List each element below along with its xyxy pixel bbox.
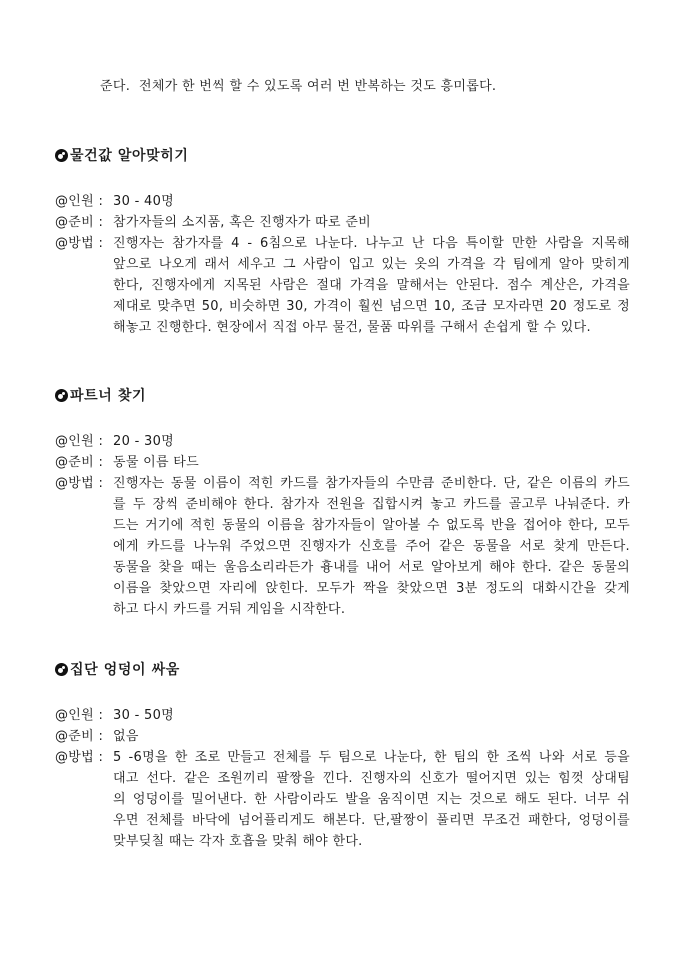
section-bullet-icon (55, 149, 68, 162)
method-line: 5 -6명을 한 조로 만들고 전체를 두 팀으로 나눈다, 한 팀의 한 조씩 나와 서로 등을 (113, 750, 630, 765)
method-text (113, 233, 630, 338)
section-price-guessing (55, 146, 630, 338)
section-title-text: 물건값 알아맞히기 (70, 148, 189, 164)
method-row (55, 747, 630, 852)
method-label: @방법 : (55, 476, 104, 491)
people-row (55, 431, 630, 452)
prep-value: 참가자들의 소지품, 혹은 진행자가 따로 준비 (113, 215, 372, 230)
prep-value: 동물 이름 타드 (113, 455, 200, 470)
people-value: 30 - 40명 (113, 194, 174, 209)
method-line: 진행자는 동물 이름이 적힌 카드를 참가자들의 수만큼 준비한다. 단, 같은 이름의 카드 (113, 476, 630, 491)
people-label: @인원 : (55, 434, 104, 449)
people-row (55, 191, 630, 212)
method-line: 드는 거기에 적힌 동물의 이름을 참가자들이 알아볼 수 없도록 반을 접어야 한다, 모두 (113, 518, 630, 533)
prep-label: @준비 : (55, 729, 104, 744)
section-title-text: 집단 엉덩이 싸움 (70, 662, 180, 678)
intro-paragraph-line: 준다. 전체가 한 번씩 할 수 있도록 여러 번 반복하는 것도 흥미롭다. (100, 79, 497, 94)
prep-row (55, 212, 630, 233)
people-label: @인원 : (55, 708, 104, 723)
section-title-text: 파트너 찾기 (70, 388, 147, 404)
method-line: 앞으로 나오게 래서 세우고 그 사람이 입고 있는 옷의 가격을 각 팀에게 알아 맞히게 (113, 257, 630, 272)
method-row (55, 473, 630, 620)
section-title (55, 660, 630, 678)
prep-row (55, 726, 630, 747)
method-line: 에게 카드를 나누워 주었으면 진행자가 신호를 주어 같은 동물을 서로 찾게 만든다. (113, 539, 630, 554)
method-label: @방법 : (55, 750, 104, 765)
prep-row (55, 452, 630, 473)
method-line: 맞부딪칠 때는 각자 호흡을 맞춰 해야 한다. (113, 834, 363, 849)
method-line: 이름을 찾았으면 자리에 앉힌다. 모두가 짝을 찾았으면 3분 정도의 대화시간을 갖게 (113, 581, 630, 596)
prep-value: 없음 (113, 729, 139, 744)
people-value: 30 - 50명 (113, 708, 174, 723)
section-partner-finding (55, 386, 630, 620)
method-text (113, 473, 630, 620)
section-title (55, 146, 630, 164)
method-line: 진행자는 참가자를 4 - 6침으로 나눈다. 나누고 난 다음 특이할 만한 사람을 지목해 (113, 236, 630, 251)
section-group-hip-fight (55, 660, 630, 852)
section-bullet-icon (55, 389, 68, 402)
method-line: 우면 전체를 바닥에 넘어플리게도 해본다. 단,팔짱이 풀리면 무조건 패한다, 엉덩이를 (113, 813, 630, 828)
people-row (55, 705, 630, 726)
method-line: 를 두 장씩 준비해야 한다. 참가자 전원을 집합시켜 놓고 카드를 골고루 나눠준다. 카 (113, 497, 630, 512)
prep-label: @준비 : (55, 215, 104, 230)
people-label: @인원 : (55, 194, 104, 209)
prep-label: @준비 : (55, 455, 104, 470)
method-line: 제대로 맞추면 50, 비슷하면 30, 가격이 훨씬 넘으면 10, 조금 모자라면 20 정도로 정 (113, 299, 630, 314)
method-row (55, 233, 630, 338)
method-text (113, 747, 630, 852)
method-line: 의 엉덩이를 밀어낸다. 한 사람이라도 발을 움직이면 지는 것으로 해도 된다. 너무 쉬 (113, 792, 630, 807)
method-line: 대고 선다. 같은 조원끼리 팔짱을 낀다. 진행자의 신호가 떨어지면 있는 힘껏 상대팀 (113, 771, 630, 786)
people-value: 20 - 30명 (113, 434, 174, 449)
method-line: 한다, 진행자에게 지목된 사람은 절대 가격을 말해서는 안된다. 점수 계산은, 가격을 (113, 278, 630, 293)
method-label: @방법 : (55, 236, 104, 251)
section-title (55, 386, 630, 404)
method-line: 동물을 찾을 때는 울음소리라든가 흉내를 내어 서로 알아보게 해야 한다. 같은 동물의 (113, 560, 630, 575)
section-bullet-icon (55, 663, 68, 676)
method-line: 해놓고 진행한다. 현장에서 직접 아무 물건, 물품 따위를 구해서 손쉽게 할 수 있다. (113, 320, 591, 335)
method-line: 하고 다시 카드를 거둬 게임을 시작한다. (113, 602, 346, 617)
